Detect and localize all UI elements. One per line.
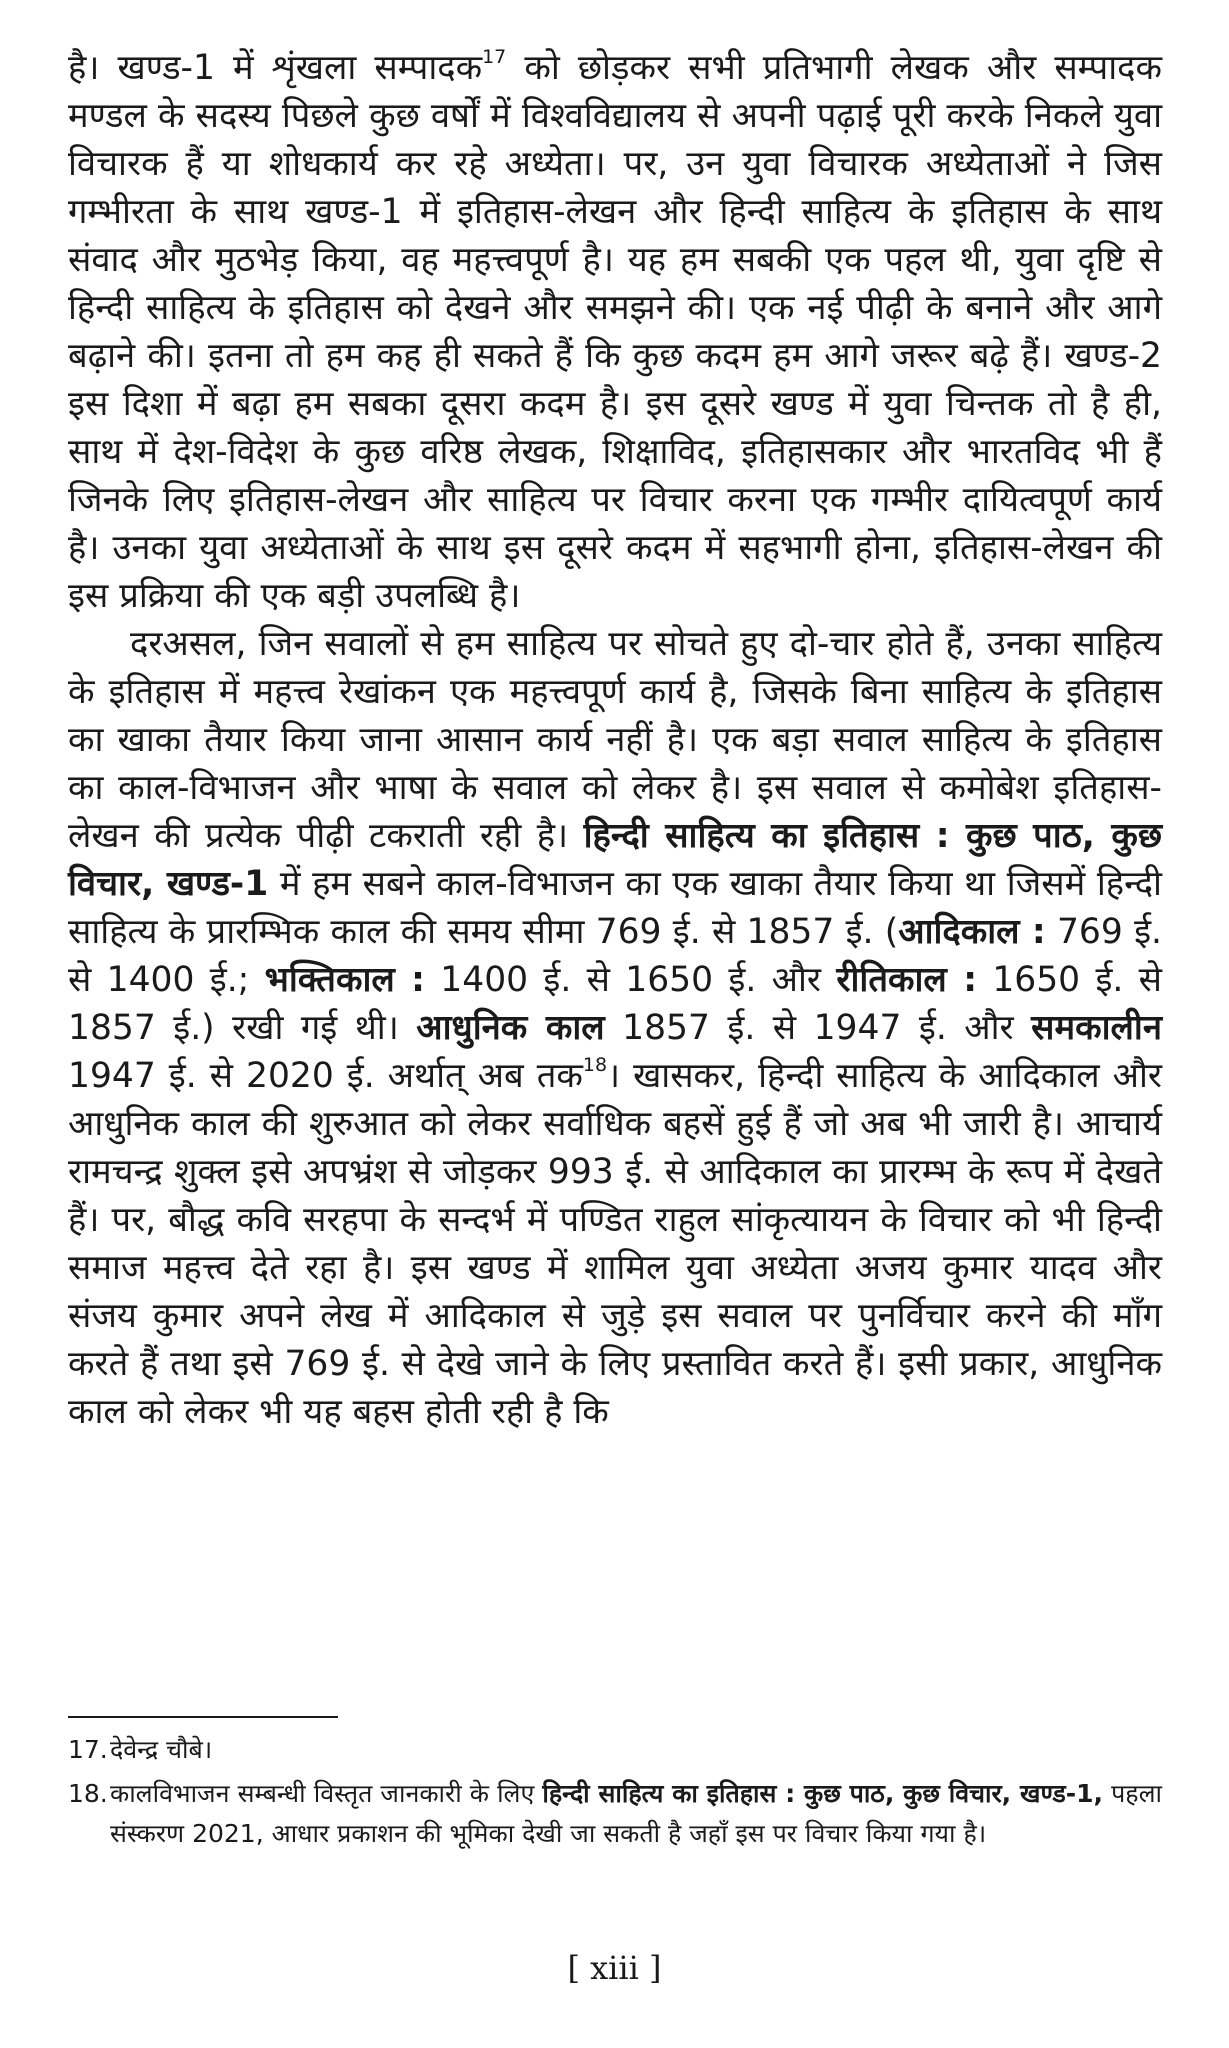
text-run: 769 ई. से 1400 ई.; [68,912,1162,1000]
text-run: में हम सबने काल-विभाजन का एक खाका तैयार किया था जिसमें हिन्दी साहित्य के प्रारम्भिक काल की समय सीमा 769 ई. से 1857 ई. ( [68,864,1162,952]
bold-title: हिन्दी साहित्य का इतिहास : कुछ पाठ, कुछ विचार, खण्ड-1, [542,1779,1103,1808]
bold-title: आदिकाल : [898,912,1046,952]
text-run: को छोड़कर सभी प्रतिभागी लेखक और सम्पादक मण्डल के सदस्य पिछले कुछ वर्षों में विश्वविद्यालय से अपनी पढ़ाई पूरी करके निकले युवा विचारक हैं या शोधकार्य कर रहे अध्येता। पर, उन युवा विचारक अध्येताओं ने जिस गम्भीरता के साथ खण्ड-1 में इतिहास-लेखन और हिन्दी साहित्य के इतिहास के साथ संवाद और मुठभेड़ किया, वह महत्त्वपूर्ण है। यह हम सबकी एक पहल थी, युवा दृष्टि से हिन्दी साहित्य के इतिहास को देखने और समझने की। एक नई पीढ़ी के बनाने और आगे बढ़ाने की। इतना तो हम कह ही सकते हैं कि कुछ कदम हम आगे जरूर बढ़े हैं। खण्ड-2 इस दिशा में बढ़ा हम सबका दूसरा कदम है। इस दूसरे खण्ड में युवा चिन्तक तो है ही, साथ में देश-विदेश के कुछ वरिष्ठ लेखक, शिक्षाविद, इतिहासकार और भारतविद भी हैं जिनके लिए इतिहास-लेखन और साहित्य पर विचार करना एक गम्भीर दायित्वपूर्ण कार्य है। उनका युवा अध्येताओं के साथ इस दूसरे कदम में सहभागी होना, इतिहास-लेखन की इस प्रक्रिया की एक बड़ी उपलब्धि है। [68,48,1163,616]
footnote-number: 17. [68,1735,108,1764]
text-run: 1947 ई. से 2020 ई. अर्थात् अब तक [68,1056,583,1096]
bold-title: आधुनिक काल [416,1008,605,1048]
footnote-number: 18. [68,1779,108,1808]
text-run: है। खण्ड-1 में शृंखला सम्पादक [68,48,483,88]
text-run: 1650 ई. से 1857 ई.) रखी गई थी। [68,960,1162,1048]
text-run: 1400 ई. से 1650 ई. और [424,960,837,1000]
main-text [68,44,1162,1436]
footnote-text [110,1735,212,1764]
bold-title: हिन्दी साहित्य का इतिहास : कुछ पाठ, कुछ विचार, खण्ड-1 [68,816,1162,904]
footnote-ref: 17 [482,45,507,68]
text-run: पहला संस्करण 2021, आधार प्रकाशन की भूमिका देखी जा सकती है जहाँ इस पर विचार किया गया है। [110,1779,1162,1848]
footnote-text [110,1779,1162,1848]
paragraph-2 [68,620,1162,1436]
text-run: 1857 ई. से 1947 ई. और [604,1008,1032,1048]
page-number: [ xiii ] [567,1949,662,1987]
bold-title: रीतिकाल : [836,960,977,1000]
footnote-ref: 18 [582,1053,608,1076]
text-run: । खासकर, हिन्दी साहित्य के आदिकाल और आधुनिक काल की शुरुआत को लेकर सर्वाधिक बहसें हुई हैं जो अब भी जारी है। आचार्य रामचन्द्र शुक्ल इसे अपभ्रंश से जोड़कर 993 ई. से आदिकाल का प्रारम्भ के रूप में देखते हैं। पर, बौद्ध कवि सरहपा के सन्दर्भ में पण्डित राहुल सांकृत्यायन के विचार को भी हिन्दी समाज महत्त्व देते रहा है। इस खण्ड में शामिल युवा अध्येता अजय कुमार यादव और संजय कुमार अपने लेख में आदिकाल से जुड़े इस सवाल पर पुनर्विचार करने की माँग करते हैं तथा इसे 769 ई. से देखे जाने के लिए प्रस्तावित करते हैं। इसी प्रकार, आधुनिक काल को लेकर भी यह बहस होती रही है कि [68,1056,1162,1432]
footnote-17 [68,1730,1162,1770]
footnotes [68,1730,1162,1858]
footnote-divider [68,1716,338,1718]
bold-title: भक्तिकाल : [264,960,425,1000]
text-run: दरअसल, जिन सवालों से हम साहित्य पर सोचते हुए दो-चार होते हैं, उनका साहित्य के इतिहास में महत्त्व रेखांकन एक महत्त्वपूर्ण कार्य है, जिसके बिना साहित्य के इतिहास का खाका तैयार किया जाना आसान कार्य नहीं है। एक बड़ा सवाल साहित्य के इतिहास का काल-विभाजन और भाषा के सवाल को लेकर है। इस सवाल से कमोबेश इतिहास-लेखन की प्रत्येक पीढ़ी टकराती रही है। [68,624,1162,856]
footnote-18 [68,1774,1162,1854]
bold-title: समकालीन [1031,1008,1163,1048]
paragraph-1 [68,44,1162,620]
text-run: कालविभाजन सम्बन्धी विस्तृत जानकारी के लिए [110,1779,543,1808]
text-run: देवेन्द्र चौबे। [110,1735,213,1764]
